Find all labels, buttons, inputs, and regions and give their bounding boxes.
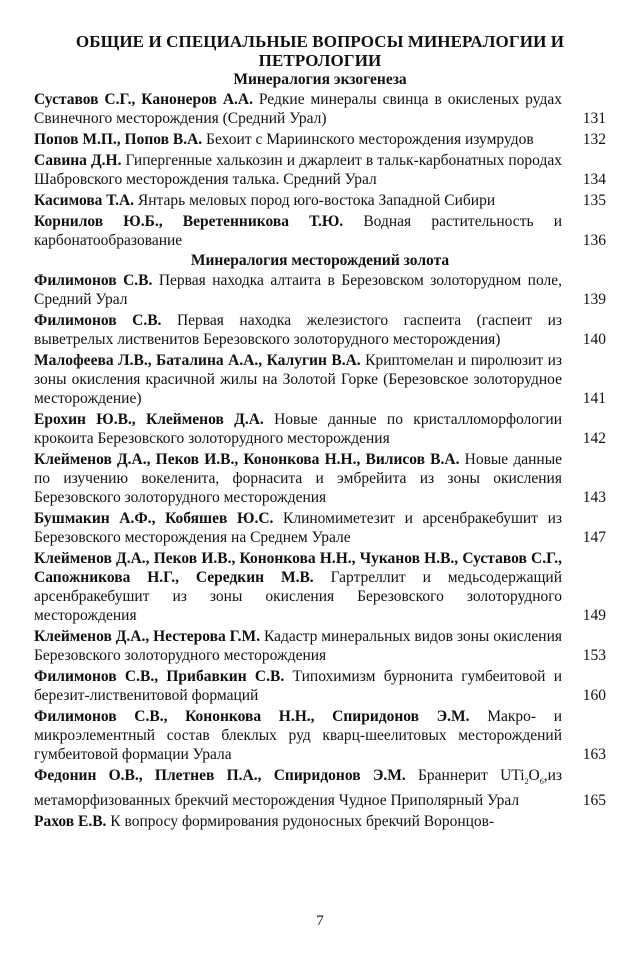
entry-authors: Филимонов С.В., Прибавкин С.В. <box>34 668 285 685</box>
toc-entry <box>34 812 606 831</box>
entry-title-part: ,из метаморфизованных брекчий месторождения Чудное Приполярный Урал <box>34 767 562 810</box>
entry-title: Кадастр минеральных видов зоны окисления Березовского золоторудного месторождения <box>34 628 563 664</box>
toc-entry <box>34 627 606 665</box>
entry-title: Первая находка железистого гаспеита (гаспеит из выветрелых лиственитов Березовского золоторудного месторождения) <box>34 312 563 348</box>
toc-entry <box>34 130 606 149</box>
toc-entry <box>34 151 606 189</box>
entry-page: 140 <box>582 331 606 348</box>
entry-title: Первая находка алтаита в Березовском золоторудном поле, Средний Урал <box>34 272 562 308</box>
entry-title: Гартреллит и медьсодержащий арсенбракебушит из зоны окисления Березовского золоторудного месторождения <box>34 569 562 624</box>
toc-entry <box>34 707 606 764</box>
main-title: ОБЩИЕ И СПЕЦИАЛЬНЫЕ ВОПРОСЫ МИНЕРАЛОГИИ И ПЕТРОЛОГИИ <box>75 32 565 70</box>
entry-authors: Суставов С.Г., Канонеров А.А. <box>34 91 253 108</box>
entry-authors: Корнилов Ю.Б., Веретенникова Т.Ю. <box>34 213 344 230</box>
entry-title-part: O <box>528 767 540 784</box>
entry-title: Гипергенные халькозин и джарлеит в тальк-карбонатных породах Шабровского месторождения талька. Средний Урал <box>34 152 562 188</box>
table-of-contents <box>34 32 606 833</box>
entry-page: 160 <box>582 687 606 704</box>
entry-page: 149 <box>582 607 606 624</box>
toc-entry <box>34 450 606 507</box>
entry-title: Янтарь меловых пород юго-востока Западной Сибири <box>137 192 496 209</box>
section-title-gold-deposits: Минералогия месторождений золота <box>190 252 450 269</box>
toc-entry <box>34 191 606 210</box>
entry-title: Макро- и микроэлементный состав блеклых руд кварц-шеелитовых месторождений гумбеитовой формации Урала <box>34 708 563 763</box>
toc-entry <box>34 410 606 448</box>
page-number: 7 <box>316 913 324 929</box>
toc-entry <box>34 351 606 408</box>
entry-title: Клиномиметезит и арсенбракебушит из Березовского месторождения на Среднем Урале <box>34 510 562 546</box>
entry-authors: Клейменов Д.А., Пеков И.В., Кононкова Н.Н., Чуканов Н.В., Суставов С.Г., Сапожникова Н.Г., Середкин М.В. <box>34 550 562 586</box>
entry-authors: Рахов Е.В. <box>34 813 107 831</box>
entry-authors: Клейменов Д.А., Пеков И.В., Кононкова Н.Н., Вилисов В.А. <box>34 451 460 468</box>
entry-page: 141 <box>582 390 606 407</box>
entry-authors: Федонин О.В., Плетнев П.А., Спиридонов Э.М. <box>34 767 406 784</box>
entry-title: Водная растительность и карбонатообразование <box>34 213 562 249</box>
entry-page: 136 <box>582 232 606 249</box>
entry-page: 153 <box>582 647 606 664</box>
entry-authors: Касимова Т.А. <box>34 192 135 209</box>
entry-authors: Бушмакин А.Ф., Кобяшев Ю.С. <box>34 510 274 527</box>
toc-entry <box>34 212 606 250</box>
entry-title: Редкие минералы свинца в окисленых рудах Свинечного месторождения (Средний Урал) <box>34 91 562 127</box>
formula-subscript: 6 <box>539 777 544 787</box>
entry-authors: Малофеева Л.В., Баталина А.А., Калугин В.А. <box>34 352 361 369</box>
entry-page: 143 <box>582 489 606 506</box>
entry-authors: Савина Д.Н. <box>34 152 122 169</box>
entry-page: 142 <box>582 430 606 447</box>
entry-page: 147 <box>582 529 606 546</box>
entry-page: 134 <box>582 171 606 188</box>
entry-title: К вопросу формирования рудоносных брекчий Воронцов- <box>110 813 495 831</box>
toc-entry <box>34 549 606 625</box>
entry-page: 135 <box>582 192 606 209</box>
entry-page: 165 <box>582 792 606 810</box>
entry-title: Новые данные по кристалломорфологии крокоита Березовского золоторудного месторождения <box>34 411 562 447</box>
entry-page: 139 <box>582 291 606 308</box>
entry-authors: Ерохин Ю.В., Клейменов Д.А. <box>34 411 264 428</box>
entry-title-part: Браннерит UTi <box>418 767 525 784</box>
toc-entry <box>34 311 606 349</box>
formula-subscript: 2 <box>524 777 529 787</box>
section-title-exogenesis: Минералогия экзогенеза <box>233 71 407 88</box>
entry-title: Новые данные по изучению вокеленита, форнасита и эмбрейита из зоны окисления Березовского золоторудного месторождения <box>34 451 562 506</box>
toc-entry <box>34 766 606 810</box>
entry-title: Типохимизм бурнонита гумбеитовой и березит-лиственитовой формаций <box>34 668 562 704</box>
entry-authors: Филимонов С.В., Кононкова Н.Н., Спиридонов Э.М. <box>34 708 470 725</box>
entry-authors: Филимонов С.В. <box>34 272 153 289</box>
toc-entry <box>34 667 606 705</box>
entry-page: 132 <box>582 131 606 148</box>
entry-title: Криптомелан и пиролюзит из зоны окисления красичной жилы на Золотой Горке (Березовское золоторудное месторождение) <box>34 352 562 407</box>
toc-entry <box>34 509 606 547</box>
entry-authors: Попов М.П., Попов В.А. <box>34 131 203 148</box>
entry-page: 163 <box>582 746 606 763</box>
toc-entry <box>34 90 606 128</box>
entry-authors: Филимонов С.В. <box>34 312 162 329</box>
toc-entry <box>34 271 606 309</box>
entry-authors: Клейменов Д.А., Нестерова Г.М. <box>34 628 261 645</box>
entry-page: 131 <box>582 110 606 127</box>
entry-title: Бехоит с Мариинского месторождения изумрудов <box>206 131 534 148</box>
